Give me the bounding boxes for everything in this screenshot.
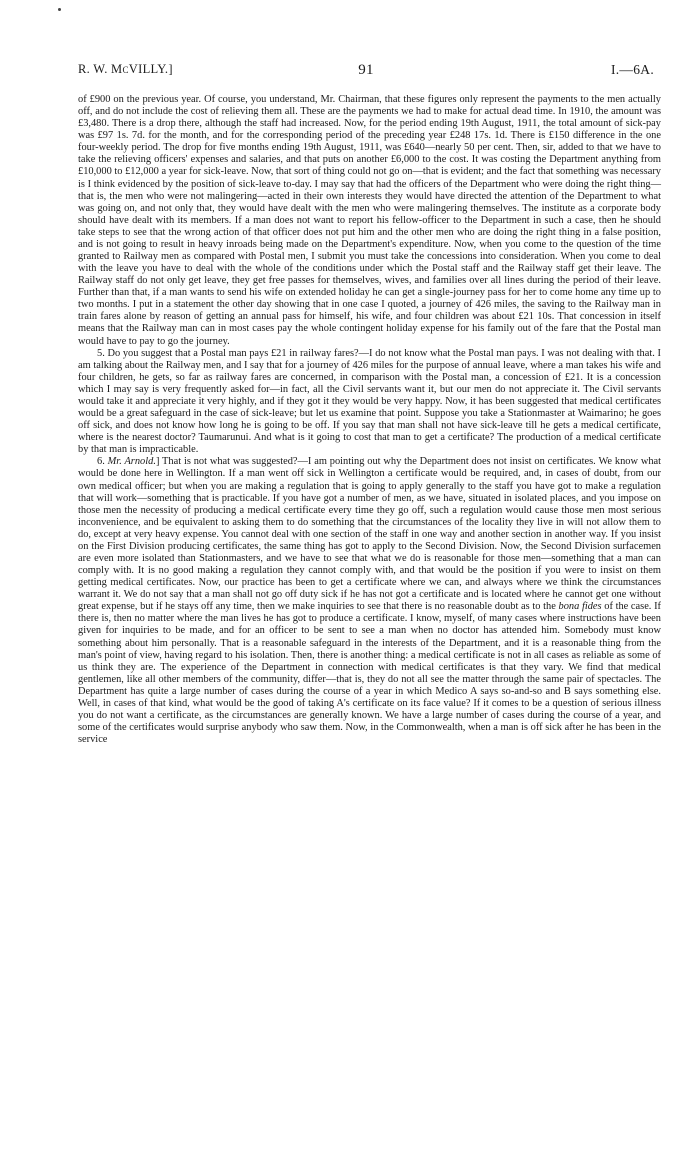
question-number: 6. [97,456,108,468]
paragraph-text: ] That is not what was suggested?—I am pointing out why the Department does not insist on certificates. We know what would be done here in Wellington. If a man went off sick in Wellington a certificate would be required, and, in cases of doubt, from our own medical officer; but when you are making a regulation that is going to apply generally to the staff you have got to make a regulation that will work—something that is practicable. If you have got a number of men, as we have, situated in isolated places, and you impose on those men the necessity of producing a medical certificate every time they go off, such a regulation would cause those men most serious inconvenience, and be equivalent to asking them to do something that the circumstances of the locality they live in will not allow them to do, except at very heavy expense. You cannot deal with one section of the staff in one way and another section in another way. If you insist on the First Division producing certificates, the same thing has got to apply to the Second Division. Now, the Second Division surfacemen are even more isolated than Stationmasters, and we have to see that what we do is reasonable for those men—something that a man can comply with. It is no good making a regulation they cannot comply with, and that would be the position if you were to insist on them getting medical certificates. Now, our practice has been to get a certificate where we can, and always where we think the circumstances warrant it. We do not say that a man shall not go off duty sick if he has not got a certificate and is located where he cannot get one without great expense, but if he stays off any time, then we make inquiries to see that there is no reasonable doubt as to the [78,456,662,613]
speaker-name: Mr. Arnold. [107,456,156,468]
latin-phrase: bona fides [558,601,602,613]
page-header [78,62,654,80]
witness-name: R. W. McVILLY.] [78,62,173,76]
page-number: 91 [358,62,374,78]
scan-speck [58,8,61,11]
paragraph-text: of the case. If there is, then no matter where the man lives he has got to produce a certificate. I know, myself, of many cases where instructions have been given for inquiries to be made, and for an officer to be sent to see a man when no doctor has attended him. Somebody must know something about him personally. That is a reasonable safeguard in the interests of the Department, and it is a reasonable thing from the man's point of view, having regard to his isolation. Then, there is another thing: a medical certificate is not in all cases as reliable as some of us think they are. The experience of the Department in connection with medical certificates is that they vary. We find that medical gentlemen, like all other members of the community, differ—that is, they do not all see the matter through the same pair of spectacles. The Department has quite a large number of cases during the course of a year in which Medico A says so-and-so and B says something else. Well, in cases of that kind, what would be the good of taking A's certificate on its face value? If it comes to be a question of serious illness you do not want a certificate, as the circumstances are generally known. We have a large number of cases during the course of a year, and some of the certificates would surprise anybody who saw them. Now, in the Commonwealth, when a man is off sick after he has been in the service [78,601,661,746]
body-text [78,94,661,746]
paragraph-question-5 [78,348,661,457]
paragraph-text: 5. Do you suggest that a Postal man pays £21 in railway fares?—I do not know what the Postal man pays. I was not dealing with that. I am talking about the Railway men, and I say that for a journey of 426 miles for the purpose of annual leave, where a man takes his wife and four children, he gets, so far as railway fares are concerned, in comparison with the Postal man, a concession of £21. It is a concession which I may say is very frequently asked for—in fact, all the Civil servants want it, but our men do not appreciate it. The Civil servants would take it and appreciate it very highly, and if they got it they would be very happy. Now, it has been suggested that medical certificates would be a great safeguard in the case of sick-leave; but let us examine that point. Suppose you take a Stationmaster at Waimarino; he goes off sick, and does not know how long he is going to be off. If you say that man shall not have sick-leave till he gets a medical certificate, where is the nearest doctor? Taumarunui. And what is it going to cost that man to get a certificate? The production of a medical certificate by that man is impracticable. [78,347,661,456]
paragraph-text: of £900 on the previous year. Of course, you understand, Mr. Chairman, that these figures only represent the payments to the men actually off, and do not include the cost of relieving them all. These are the payments we had to make for actual dead time. In 1910, the amount was £3,480. There is a drop there, although the staff had increased. Now, for the period ending 19th August, 1911, the total amount of sick-pay was £97 1s. 7d. for the month, and for the corresponding period of the preceding year £248 17s. 1d. There is £150 difference in the one four-weekly period. The drop for five months ending 19th August, 1911, was £640—nearly 50 per cent. Then, sir, added to that we have to take the relieving officers' expenses and salaries, and that puts on another £6,000 to the cost. It was costing the Department anything from £10,000 to £12,000 a year for sick-leave. Now, that sort of thing could not go on—that is evident; and the fact that something was necessary is I think evidenced by the position of sick-leave to-day. I may say that had the officers of the Department who were doing the right thing—that is, the men who were not malingering—acted in their own interests they would have directed the attention of the Department to what was going on, and not only that, they would have dealt with the men who were malingering themselves. The institute as a corporate body should have dealt with its members. If a man does not want to report his fellow-officer to the Department in such a case, then he should take steps to see that the wrong action of that officer does not put him and the other men who are doing the right thing in a false position, and is not going to result in heavy inroads being made on the Department's expenditure. Now, when you come to the question of the time granted to Railway men as compared with Postal men, I submit you must take the concessions into consideration. When you come to deal with the leave you have to deal with the whole of the conditions under which the Postal staff and the Railway staff get their leave. The Railway staff do not only get leave, they get free passes for themselves, wives, and families over all lines during the period of their leave. Further than that, if a man wants to send his wife on extended holiday he can get a single-journey pass for her to come home any time up to two months. I put in a statement the other day showing that in one case I quoted, a journey of 426 miles, the saving to the Railway man in train fares alone by reason of getting an annual pass for himself, his wife, and four children was about £21 10s. That concession in itself means that the Railway man can in most cases pay the whole contingent holiday expense for his family out of the fare that the Postal man would have to pay to go the journey. [78,94,661,347]
paper-reference: I.—6A. [610,62,654,77]
paragraph-continuation [78,94,661,348]
paragraph-question-6 [78,456,661,746]
